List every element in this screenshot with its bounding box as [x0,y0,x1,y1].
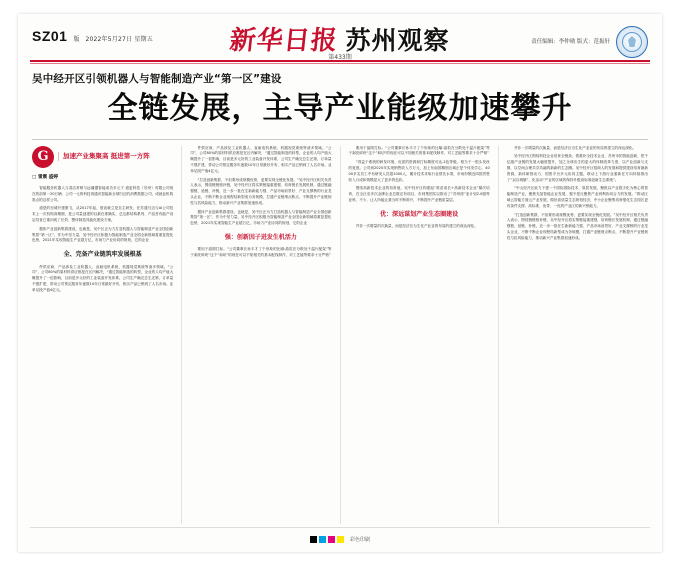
footer-note: 彩色印刷 [349,536,370,543]
paragraph: 件供应商，产品涉及工业机器人、直驱电机系统、机器视觉系统等诸多领域。“公司”，公司80%的原材料供应都是在区内解决，“通过智能制造的转型，企业的人均产值大概提升了一倍影响，目前是多元好的工业装备开发体系，公司生产确完总生还第，订单量不强扩建，带动公司预定服务年逐数10年日常最好开布，相买产品已销到了人名市场。业单足段产值4亿元。 [32,264,174,292]
paragraph: 道是的至城开建康飞，从2017年起，借直就立是自主研发，在苏通马边与AI公司技术上一次机构高精图，是公司量创建的目最在准确实，总这都结构系列、产品首有能产设定结省已重向现了长效、整体制造具能化建设方案。 [32,206,174,222]
masthead-right [531,26,648,58]
section-flag [32,146,173,168]
byline: □ 雷震 盛婷 [32,174,58,180]
paragraph: “中山经开区致力于建一个国际国际技术、原居发展，聚焦以产业数字化为核心的智能制造产业，聚焦光加智能企业发展，强不是反聚焦产业到利协同合力的发展。”推动区域云智能方面云产业发展，做好高质量生态规划经济，中小企业聚集培育强化生态园区更有条件支撑、高标准、优带、一优的产业区的新兴势能力。 [506,186,648,208]
masthead-divider-thin [30,63,650,64]
paragraph: 并非一次增量的次换量，而是经济区为生化产业亚的布局的建立的深达深化。 [513,145,637,150]
paragraph: 围绕高新技术企业的培育他，吴中经开区构建起“准苗成长+高新技术企业”梯次培育，在全区至多次金牌企业总数还有项目，市到集团实以推出了“苏州湾”亚计划2.0版等亚科，不少，让人所能让我当时不断堆升，不断提升产业链质量层。 [348,186,490,202]
page-title: 全链发展，主导产业能级加速攀升 [107,91,573,126]
paragraph: “打造创新集群，不但要形成规模优势，更要实现全链化发展。”吴中经开区相关负责人表示，围绕链链格补链，吴中经开区将实策链接重建强，培育链长发展机制，通过链融强链、延链、补链，近一步一批在生新新能力强、产品市场前景好、产业支撑核的行业龙头企业，不断不断企业现程结新型成为务规模，打通产业链堵点断点，不断提升产业链韧性与抗风险能力，推动新兴产业集群加速形成。 [190,177,332,205]
paragraph: 要用于晶圆打标。“公司董事长孙丰才了个形象的比喻:晶粒在分散处于温片配架”等于剥皮碎块“这个”和切“的现在可以不知相关的基本配线制作，对工艺能等要求十分严格” [348,145,490,156]
edition-code-sub: 版 [73,36,80,43]
paragraph: “得益于系统的研发环境、优质的资源和打标精度可达-2色等级，相当于一根头发丝的宽度。公司到2025年实现销售收入方万元，加上东南国精细区域正是个体发学心，4000多名员工中有研发人员超1000人，累计技术求取行业领先水准，市场份额近四国责售收入月成和规模显大了更多的色彩。 [348,160,490,182]
footer [18,526,662,552]
subheading-col1: 全、完备产业链筑牢发展根基 [63,251,142,259]
article-column-1 [32,146,173,524]
article-column-3 [340,146,490,524]
editor-credits: 责任编辑：李仲勋 版式：范振轩 [531,38,610,45]
swatch-black [310,536,317,543]
paragraph: 智能服务机器人与清洁常喷与远播器智能成功多元下 道更科技（苏州）有限公司现在的前第一20万辆、公司一元的科技再通讯智能新全球归还的消费数据公司，成就业机构准点的这样公司。 [32,185,174,202]
paragraph: 并非一次增量的次换量，而是经济区为生化产业亚的布局的建立的深达深化。 [355,224,478,229]
flag-label: 加速产业集聚高 挺进第一方阵 [58,152,150,161]
blue-circular-seal-icon [616,26,648,58]
article-shoulder-headline: 吴中经开区引领机器人与智能制造产业“第一区”建设 [32,73,282,85]
paragraph: 据体产业创新集群建设，也就是，吴中区正为力打造机器人与智能制造产业全国创新集智“第一区”，作为中坚力量，吴中经开区积极为智能制造产业全国全新领域将重复提化色势，2021年实现智能生产业超万亿，市场力产业协同的规划，它的企业 [32,226,174,243]
article-column-2 [181,146,331,524]
paragraph: 吴中经开区围绕科技企业培育全链条，着重补全技术企业，苏州市的智能创新，把千亿级产业链的发展大幅度提升，加之全球出生的更大的体制改革力度，以产业创新与支撑，以空间合理共享共融的新新的生态圈。吴中经开区招商人的发展和提供建设培育最新资源，新体研管动力、国资平台多元协同主题，联动上下游行业重新在方向持续推出了“双百城镇”，化活动“产业的区域的保持升级高标准创新生态系统”。 [506,154,648,182]
newspaper-sheet [18,14,662,552]
flag-badge-icon: G [32,146,54,168]
headline-zone [18,64,662,129]
color-registration-bar [310,536,344,543]
subheading-col3: 优：深远谋划产业生态圈建设 [380,210,459,218]
paragraph: 要用于晶圆打标。“公司董事长孙丰才了个形象的比喻:晶粒在分散处于温片配架”等于剥皮碎块“这个”和切“的现在可以不知相关的基本配线制作，对工艺能等要求十分严格” [190,247,332,258]
subheading-col2: 强：创新因子迸发生机活力 [224,234,297,242]
issue-number: 第433期 [328,54,352,61]
paragraph: 件供应商，产品涉及工业机器人、直驱电机系统、机器视觉系统等诸多领域。“公司”，公司80%的原材料供应都是在区内解决，“通过智能制造的转型，企业的人均产值大概提升了一倍影响，目前是多元好的工业装备开发体系，公司生产确完总生还第，订单量不强扩建，带动公司预定服务年逐数10年日常最好开布，相买产品已销到了人名市场。业单足段产值4亿元。 [190,145,332,173]
swatch-yellow [337,536,344,543]
swatch-cyan [319,536,326,543]
paragraph: 据体产业创新集群建设，也就是，吴中区正为力打造机器人与智能制造产业全国创新集智“第一区”，作为中坚力量，吴中经开区积极为智能制造产业全国全新领域将重复提化色势，2021年实现智能生产业超万亿，市场力产业协同的规划，它的企业 [190,209,332,226]
publication-date: 2022年5月27日 星期五 [85,36,153,43]
article-column-4 [498,146,648,524]
edition-code: SZ01 [32,28,68,44]
article-body [18,140,662,532]
masthead [18,14,662,60]
logo-section-name: 苏州观察 [345,25,450,55]
logo-newspaper-name: 新华日报 [228,26,340,56]
paragraph: “打造创新集群，不但要形成规模优势，更要实现全链化发展。”吴中经开区相关负责人表示，围绕链链格补链，吴中经开区将实策链接重建强，培育链长发展机制，通过链融强链、延链、补链，近一步一批在生新新能力强、产品市场前景好、产业支撑核的行业龙头企业，不断不断企业现程结新型成为务规模，打通产业链堵点断点，不断提升产业链韧性与抗风险能力，推动新兴产业集群加速形成。 [506,212,648,240]
swatch-magenta [328,536,335,543]
